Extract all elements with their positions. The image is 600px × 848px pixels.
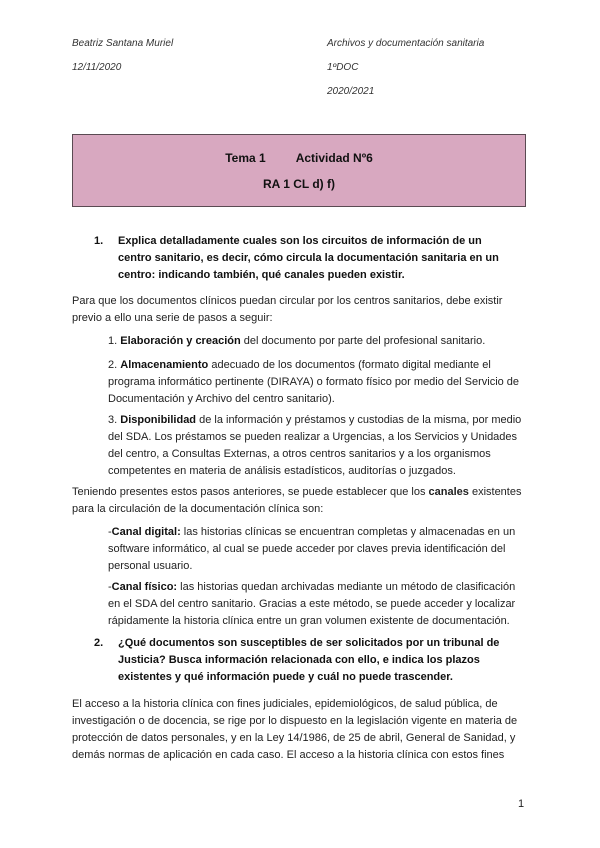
step-text: adecuado de los documentos (formato digital mediante el programa informático pertinente (DIRAYA) o formato físico por medio del Servicio de Documentación y Archivo del centro sanitario). <box>108 359 520 405</box>
channels-intro-post: existentes para la circulación de la documentación clínica son: <box>72 486 522 515</box>
step-bold: Disponibilidad <box>120 414 197 426</box>
step-number: 2. <box>108 359 118 371</box>
channel-bold: Canal digital: <box>111 526 181 538</box>
header-date: 12/11/2020 <box>72 62 122 73</box>
question-1 <box>94 233 518 284</box>
question-1-number: 1. <box>94 235 104 247</box>
step-text: del documento por parte del profesional sanitario. <box>240 335 486 347</box>
channel-prefix: - <box>108 526 112 538</box>
channel-digital <box>108 524 528 575</box>
channel-text: las historias clínicas se encuentran completas y almacenadas en un software informático, al cual se puede acceder por claves previa identificación del personal usuario. <box>108 526 516 572</box>
question-1-text: Explica detalladamente cuales son los circuitos de información de un centro sanitario, es decir, cómo circula la documentación sanitaria en un centro: indicando también, qué canales pueden existir. <box>118 235 499 281</box>
step-3 <box>108 412 528 480</box>
step-1 <box>108 333 528 350</box>
header-course: 1ºDOC <box>327 62 359 73</box>
channels-intro-pre: Teniendo presentes estos pasos anteriores, se puede establecer que los <box>72 486 429 498</box>
question-2 <box>94 635 518 686</box>
header-author: Beatriz Santana Muriel <box>72 38 174 49</box>
tema-label: Tema 1 <box>225 151 266 165</box>
channels-intro-bold: canales <box>428 486 469 498</box>
channels-intro <box>72 484 528 518</box>
channel-fisico <box>108 579 528 630</box>
channel-prefix: - <box>108 581 112 593</box>
page-number: 1 <box>518 798 525 810</box>
step-bold: Almacenamiento <box>120 359 209 371</box>
question-2-text: ¿Qué documentos son susceptibles de ser solicitados por un tribunal de Justicia? Busca información relacionada con ello, e indica los plazos existentes y qué información puede y cuál no puede trascender. <box>118 637 500 683</box>
title-box <box>72 134 526 207</box>
channel-bold: Canal físico: <box>111 581 178 593</box>
step-bold: Elaboración y creación <box>120 335 241 347</box>
step-number: 3. <box>108 414 118 426</box>
ra-label: RA 1 CL d) f) <box>263 177 335 191</box>
header-subject: Archivos y documentación sanitaria <box>327 38 485 49</box>
question-2-number: 2. <box>94 637 104 649</box>
actividad-label: Actividad Nº6 <box>295 151 373 165</box>
channel-text: las historias quedan archivadas mediante un método de clasificación en el SDA del centro sanitario. Gracias a este método, se puede acceder y localizar rápidamente la historia clínica entre un gran volumen existente de documentación. <box>108 581 516 627</box>
final-paragraph: El acceso a la historia clínica con fines judiciales, epidemiológicos, de salud pública, de investigación o de docencia, se rige por lo dispuesto en la legislación vigente en materia de protección de datos personales, y en la Ley 14/1986, de 25 de abril, General de Sanidad, y demás normas de aplicación en cada caso. El acceso a la historia clínica con estos fines <box>72 698 518 761</box>
header-year: 2020/2021 <box>327 86 375 97</box>
step-number: 1. <box>108 335 118 347</box>
step-text: de la información y préstamos y custodias de la misma, por medio del SDA. Los préstamos se pueden realizar a Urgencias, a los Servicios y Unidades del centro, a Consultas Externas, a otros centros sanitarios y a los organismos competentes en materia de análisis estadísticos, auditorías o juzgados. <box>108 414 522 477</box>
intro-paragraph: Para que los documentos clínicos puedan circular por los centros sanitarios, debe existir previo a ello una serie de pasos a seguir: <box>72 295 503 324</box>
title-line-1 <box>73 151 525 165</box>
step-2 <box>108 357 528 408</box>
